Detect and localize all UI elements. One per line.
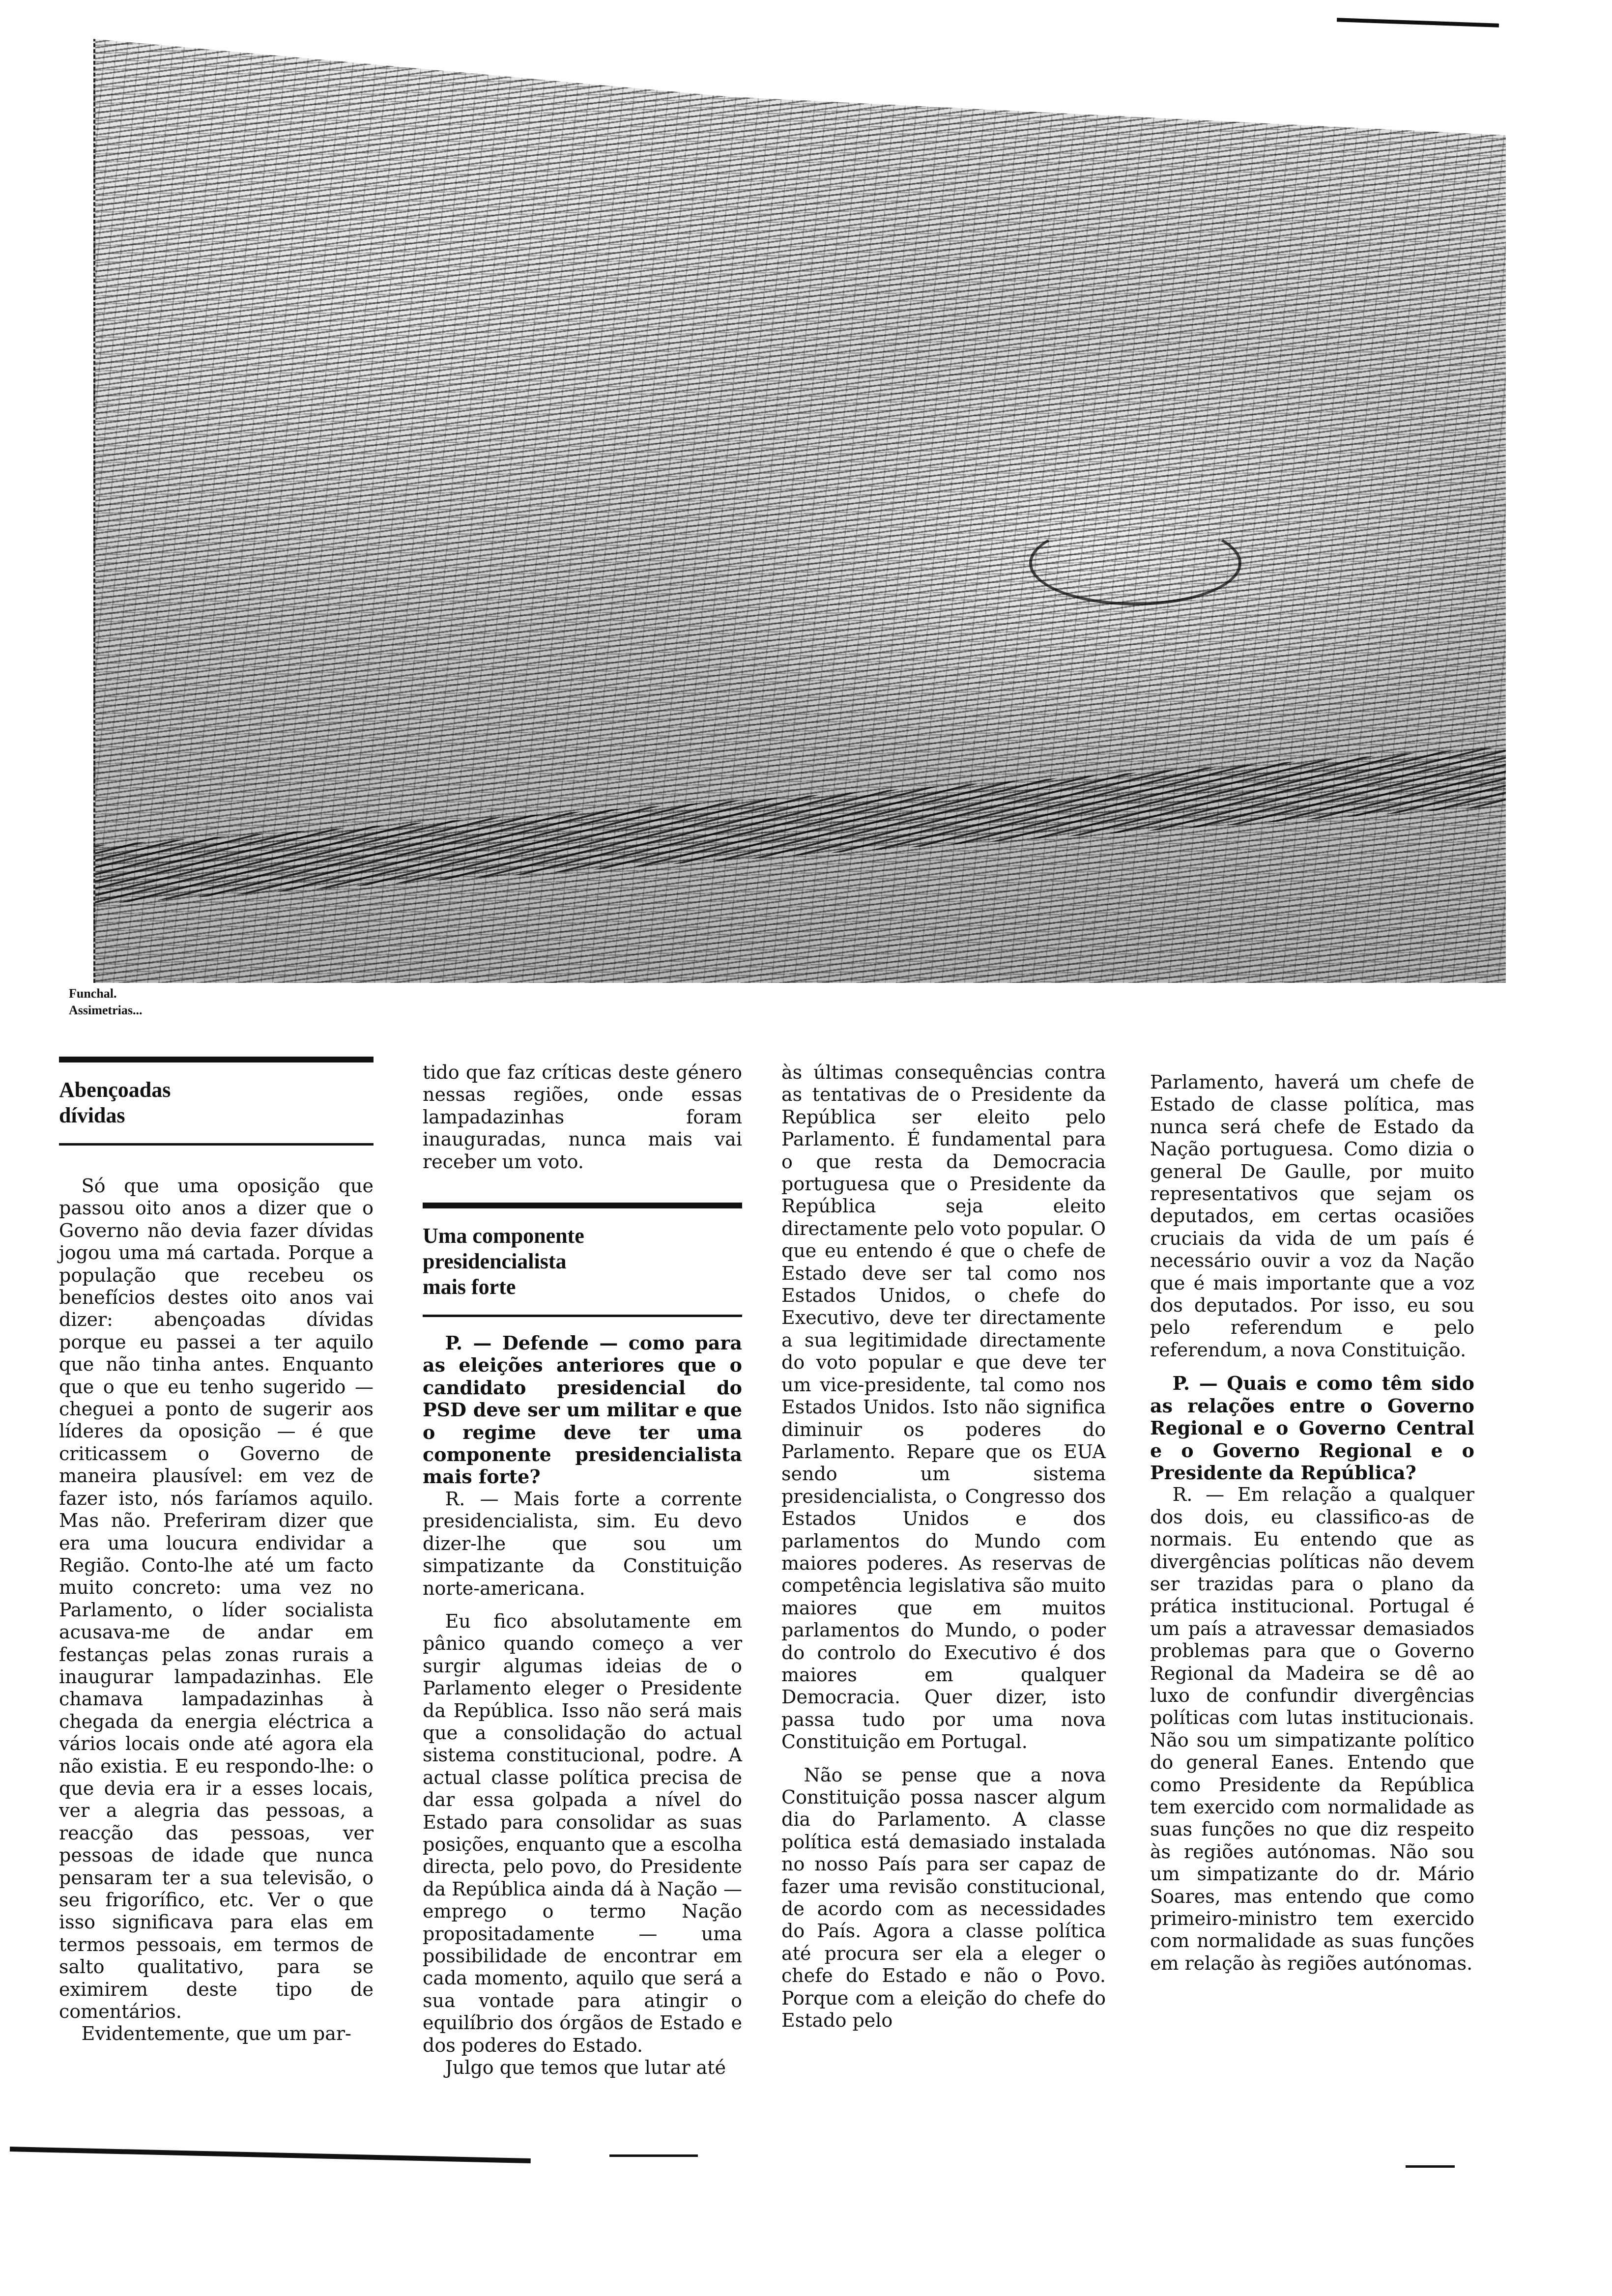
footer-rule xyxy=(609,2154,698,2157)
paragraph: Evidentemente, que um par- xyxy=(81,2023,351,2045)
column-1 xyxy=(59,1057,374,2045)
paragraph: tido que faz críticas deste género nessas regiões, onde essas lampadazinhas foram inauguradas, nunca mais vai receber um voto. xyxy=(423,1062,742,1173)
paragraph: Parlamento, haverá um chefe de Estado de classe política, mas nunca será chefe de Estado da Nação portuguesa. Como dizia o general De Gaulle, por muito representativos que sejam os deputados, em certas ocasiões cruciais da vida de um país é necessário ouvir a voz da Nação que é mais importante que a voz dos deputados. Por isso, eu sou pelo referendum e pelo referendum, a nova Constituição. xyxy=(1150,1071,1474,1361)
photo-caption xyxy=(69,985,142,1019)
paragraph: Só que uma oposição que passou oito anos a dizer que o Governo não devia fazer dívidas jogou uma má cartada. Porque a população que recebeu os benefícios destes oito anos vai dizer: abençoadas dívidas porque eu passei a ter aquilo que não tinha antes. Enquanto que o que eu tenho sugerido — cheguei a ponto de sugerir aos líderes da oposição — é que criticassem o Governo de maneira plausível: em vez de fazer isto, nós faríamos aquilo. Mas não. Preferiram dizer que era uma loucura endividar a Região. Conto-lhe até um facto muito concreto: uma vez no Parlamento, o líder socialista acusava-me de andar em festanças pelas zonas rurais a inaugurar lampadazinhas. Ele chamava lampadazinhas à chegada da energia eléctrica a vários locais onde até agora ela não existia. E eu respondo-lhe: o que devia era ir a esses locais, ver a alegria das pessoas, a reacção das pessoas, ver pessoas de idade que nunca pensaram ter a sua televisão, o seu frigorífico, etc. Ver o que isso significava para elas em termos pessoais, em termos de salto qualitativo, para se eximirem deste tipo de comentários. xyxy=(59,1175,374,2023)
heading-line: presidencialista xyxy=(423,1249,567,1274)
footer-rule xyxy=(1406,2165,1455,2168)
heading-line: dívidas xyxy=(59,1103,125,1127)
heading-line: Uma componente xyxy=(423,1224,584,1248)
section-rule xyxy=(59,1057,374,1062)
section-rule xyxy=(59,1143,374,1146)
photo-pier xyxy=(1029,521,1241,605)
interview-answer: R. — Mais forte a corrente presidencialista, sim. Eu devo dizer-lhe que sou um simpatizante da Constituição norte-americana. xyxy=(423,1488,742,1599)
paragraph: às últimas consequências contra as tentativas de o Presidente da República ser eleito pelo Parlamento. É fundamental para o que resta da Democracia portuguesa que o Presidente da República seja eleito directamente pelo voto popular. O que eu entendo é que o chefe de Estado deve ser tal como nos Estados Unidos, o chefe do Executivo, deve ter directamente a sua legitimidade directamente do voto popular e que deve ter um vice-presidente, tal como nos Estados Unidos. Isto não significa diminuir os poderes do Parlamento. Repare que os EUA sendo um sistema presidencialista, o Congresso dos Estados Unidos e dos parlamentos do Mundo com maiores poderes. As reservas de competência legislativa são muito maiores que em muitos parlamentos do Mundo, o poder do controlo do Executivo é dos maiores em qualquer Democracia. Quer dizer, isto passa tudo por uma nova Constituição em Portugal. xyxy=(781,1062,1106,1753)
caption-line-1: Funchal. xyxy=(69,986,117,1001)
interview-answer: R. — Em relação a qualquer dos dois, eu classifico-as de normais. Eu entendo que as divergências políticas não devem ser trazidas para o plano da prática institucional. Portugal é um país a atravessar demasiados problemas para que o Governo Regional da Madeira se dê ao luxo de confundir divergências políticas com lutas institucionais. Não sou um simpatizante político do general Eanes. Entendo que como Presidente da República tem exercido com normalidade as suas funções no que diz respeito às regiões autónomas. Não sou um simpatizante do dr. Mário Soares, mas entendo que como primeiro-ministro tem exercido com normalidade as suas funções em relação às regiões autónomas. xyxy=(1150,1484,1474,1974)
section-heading-componente xyxy=(423,1223,742,1300)
photo-shoreline xyxy=(95,747,1506,905)
footer-rule xyxy=(10,2147,531,2163)
paragraph: Não se pense que a nova Constituição possa nascer algum dia do Parlamento. A classe política está demasiado instalada no nosso País para ser capaz de fazer uma revisão constitucional, de acordo com as necessidades do País. Agora a classe política até procura ser ela a eleger o chefe do Estado e não o Povo. Porque com a eleição do chefe do Estado pelo xyxy=(781,1764,1106,2032)
harbor-photo xyxy=(93,20,1506,983)
caption-line-2: Assimetrias... xyxy=(69,1003,143,1017)
column-2 xyxy=(423,1062,742,2079)
paragraph: Eu fico absolutamente em pânico quando começo a ver surgir algumas ideias de o Parlamento eleger o Presidente da República. Isso não será mais que a consolidação do actual sistema constitucional, podre. A actual classe política precisa de dar essa golpada a nível do Estado para consolidar as suas posições, enquanto que a escolha directa, pelo povo, do Presidente da República ainda dá à Nação — emprego o termo Nação propositadamente — uma possibilidade de encontrar em cada momento, aquilo que será a sua vontade para atingir o equilíbrio dos órgãos de Estado e dos poderes do Estado. xyxy=(423,1610,742,2056)
interview-question: P. — Defende — como para as eleições anteriores que o candidato presidencial do PSD deve ser um militar e que o regime deve ter uma componente presidencialista mais forte? xyxy=(423,1332,742,1488)
interview-question: P. — Quais e como têm sido as relações entre o Governo Regional e o Governo Central e o Governo Regional e o Presidente da República? xyxy=(1150,1372,1474,1484)
top-rule xyxy=(1337,18,1499,28)
column-3 xyxy=(781,1062,1106,2032)
heading-line: mais forte xyxy=(423,1275,516,1299)
paragraph: Julgo que temos que lutar até xyxy=(445,2057,726,2079)
heading-line: Abençoadas xyxy=(59,1078,171,1102)
section-rule xyxy=(423,1203,742,1208)
section-heading-abencoadas xyxy=(59,1077,374,1128)
section-rule xyxy=(423,1315,742,1317)
column-4 xyxy=(1150,1071,1474,1975)
